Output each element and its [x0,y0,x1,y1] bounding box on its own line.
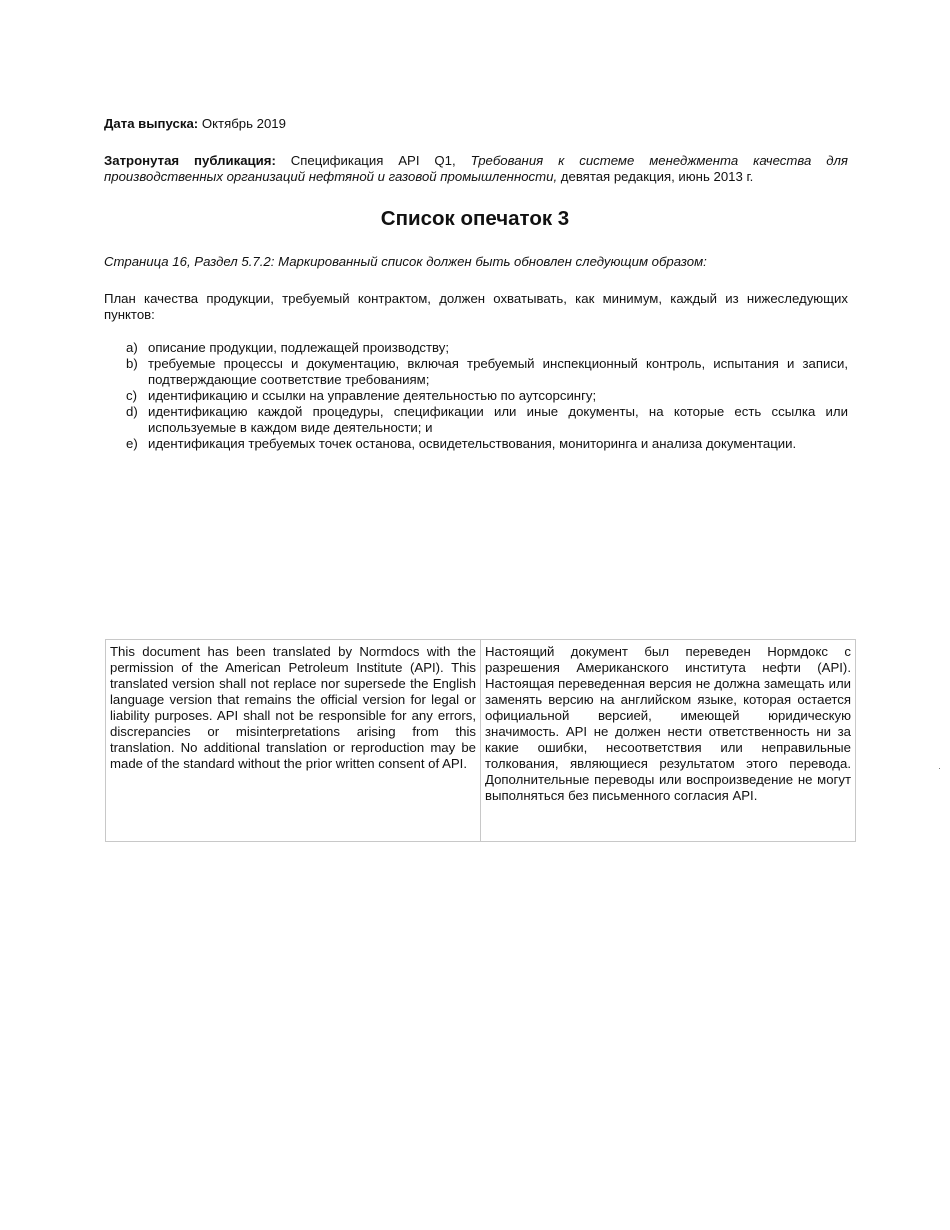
list-item [104,388,848,404]
list-item-marker: b) [126,356,138,371]
list-item-marker: c) [126,388,137,403]
list-item-marker: e) [126,436,138,451]
list-item-marker: d) [126,404,138,419]
list-item [104,436,848,452]
list-item [104,356,848,388]
list-item-text: идентификация требуемых точек останова, освидетельствования, мониторинга и анализа документации. [148,436,797,451]
list-item [104,404,848,436]
page-title: Список опечаток 3 [380,207,570,230]
intro-paragraph: План качества продукции, требуемый контрактом, должен охватывать, как минимум, каждый из нижеследующих пунктов: [104,291,848,322]
requirements-list [104,340,848,452]
list-item-text: требуемые процессы и документацию, включая требуемый инспекционный контроль, испытания и записи, подтверждающие соответствие требованиям; [148,356,848,387]
affected-publication-spec: Спецификация API Q1, [275,153,471,168]
list-item-marker: a) [126,340,138,355]
affected-publication-title: Требования к системе менеджмента качества для производственных организаций нефтяной и газовой промышленности, [104,153,848,184]
translation-note-russian: Настоящий документ был переведен Нормдокс с разрешения Американского института нефти (API). Настоящая переведенная версия не должна замещать или заменять версию на английском языке, которая остается официальной версией, имеющей юридическую значимость. API не должен нести ответственность ни за какие ошибки, несоответствия или неправильные толкования, являющиеся результатом этого перевода. Дополнительные переводы или воспроизведение не могут выполняться без письменного согласия API. [481,640,856,842]
stray-mark [939,768,940,769]
list-item-text: идентификацию каждой процедуры, спецификации или иные документы, на которые есть ссылка или используемые в каждом виде деятельности; и [148,404,848,435]
translation-note-row [106,640,856,842]
release-date [104,116,848,132]
release-date-value: Октябрь 2019 [198,116,286,131]
list-item-text: идентификацию и ссылки на управление деятельностью по аутсорсингу; [148,388,597,403]
page-reference: Страница 16, Раздел 5.7.2: Маркированный список должен быть обновлен следующим образом: [104,254,707,269]
list-item-text: описание продукции, подлежащей производству; [148,340,450,355]
affected-publication-label: Затронутая публикация: [104,153,276,168]
translation-note-english: This document has been translated by Normdocs with the permission of the American Petroleum Institute (API). This translated version shall not replace nor supersede the English language version that remains the official version for legal or liability purposes. API shall not be responsible for any errors, discrepancies or misinterpretations arising from this translation. No additional translation or reproduction may be made of the standard without the prior written consent of API. [106,640,481,842]
translation-note-table [105,639,856,842]
list-item [104,340,848,356]
affected-publication [104,153,848,185]
release-date-label: Дата выпуска: [104,116,199,131]
affected-publication-edition: девятая редакция, июнь 2013 г. [557,169,754,184]
